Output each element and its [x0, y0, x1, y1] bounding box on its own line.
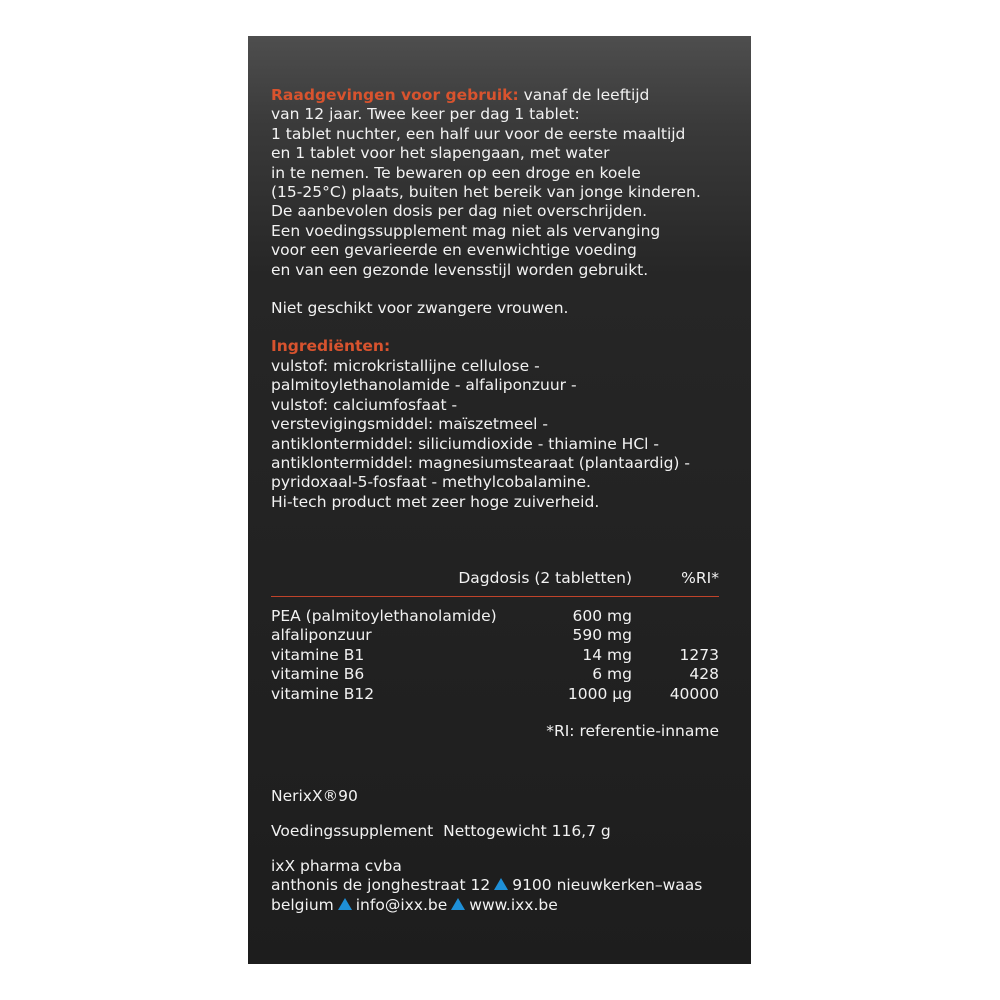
triangle-separator-icon — [451, 898, 465, 910]
company-city: 9100 nieuwkerken–waas — [512, 876, 703, 895]
supplement-type: Voedingssupplement — [271, 822, 434, 840]
net-weight: Nettogewicht 116,7 g — [443, 822, 611, 840]
ingredient-line: antiklontermiddel: magnesiumstearaat (plantaardig) - — [271, 453, 690, 472]
ingredient-line: vulstof: microkristallijne cellulose - — [271, 356, 540, 375]
company-website: www.ixx.be — [469, 895, 558, 914]
company-name: ixX pharma cvba — [271, 857, 402, 875]
nutrient-ri: 428 — [689, 665, 719, 684]
label-panel — [248, 36, 751, 964]
usage-first-line-text: vanaf de leeftijd — [518, 86, 650, 104]
nutrient-name: alfaliponzuur — [271, 626, 372, 645]
nutrient-ri: 1273 — [679, 645, 719, 664]
usage-line: en van een gezonde levensstijl worden gebruikt. — [271, 260, 649, 279]
table-row — [271, 607, 719, 626]
usage-line: in te nemen. Te bewaren op een droge en koele — [271, 163, 641, 182]
ingredient-line: palmitoylethanolamide - alfaliponzuur - — [271, 376, 577, 395]
ingredient-line: pyridoxaal-5-fosfaat - methylcobalamine. — [271, 473, 591, 492]
company-info — [271, 857, 731, 915]
usage-line: De aanbevolen dosis per dag niet overschrijden. — [271, 202, 648, 221]
ingredient-line: vulstof: calciumfosfaat - — [271, 395, 458, 414]
usage-line: Een voedingssupplement mag niet als vervanging — [271, 221, 661, 240]
nutrient-amount: 6 mg — [592, 665, 632, 684]
ingredient-line: verstevigingsmiddel: maïszetmeel - — [271, 415, 548, 434]
nutrient-amount: 14 mg — [582, 645, 632, 664]
nutrient-name: vitamine B6 — [271, 665, 365, 684]
usage-line: voor een gevarieerde en evenwichtige voeding — [271, 241, 637, 260]
table-row — [271, 646, 719, 665]
table-row — [271, 626, 719, 645]
nutrient-ri: 40000 — [669, 684, 719, 703]
usage-line: (15-25°C) plaats, buiten het bereik van jonge kinderen. — [271, 183, 701, 202]
header-daily-dose: Dagdosis (2 tabletten) — [458, 569, 632, 587]
ingredients-heading: Ingrediënten: — [271, 337, 391, 356]
product-name: NerixX®90 — [271, 787, 358, 805]
company-country: belgium — [271, 895, 334, 914]
usage-line: van 12 jaar. Twee keer per dag 1 tablet: — [271, 105, 580, 124]
company-address — [271, 876, 731, 895]
company-street: anthonis de jonghestraat 12 — [271, 876, 491, 895]
nutrient-name: vitamine B12 — [271, 684, 375, 703]
usage-line: en 1 tablet voor het slapengaan, met water — [271, 144, 610, 163]
table-row — [271, 665, 719, 684]
nutrient-amount: 600 mg — [572, 607, 632, 625]
table-row — [271, 685, 719, 704]
ri-footnote: *RI: referentie-inname — [546, 722, 719, 740]
nutrition-table — [271, 566, 719, 740]
ingredient-line: Hi-tech product met zeer hoge zuiverheid. — [271, 492, 600, 511]
table-header — [271, 566, 719, 588]
header-ri: %RI* — [681, 569, 719, 587]
nutrient-name: PEA (palmitoylethanolamide) — [271, 607, 497, 625]
nutrient-amount: 1000 µg — [567, 684, 632, 703]
triangle-separator-icon — [338, 898, 352, 910]
usage-heading: Raadgevingen voor gebruik: — [271, 86, 519, 104]
usage-first-line — [271, 86, 731, 105]
ingredient-line: antiklontermiddel: siliciumdioxide - thiamine HCl - — [271, 434, 659, 453]
usage-section — [271, 86, 731, 512]
nutrient-name: vitamine B1 — [271, 645, 365, 664]
table-divider — [271, 596, 719, 597]
usage-line: 1 tablet nuchter, een half uur voor de eerste maaltijd — [271, 124, 686, 143]
pregnancy-warning: Niet geschikt voor zwangere vrouwen. — [271, 299, 569, 318]
company-email: info@ixx.be — [355, 895, 448, 914]
company-contact — [271, 896, 731, 915]
triangle-separator-icon — [494, 878, 508, 890]
nutrient-amount: 590 mg — [572, 626, 632, 645]
supplement-info — [271, 822, 611, 841]
table-body — [271, 607, 719, 704]
